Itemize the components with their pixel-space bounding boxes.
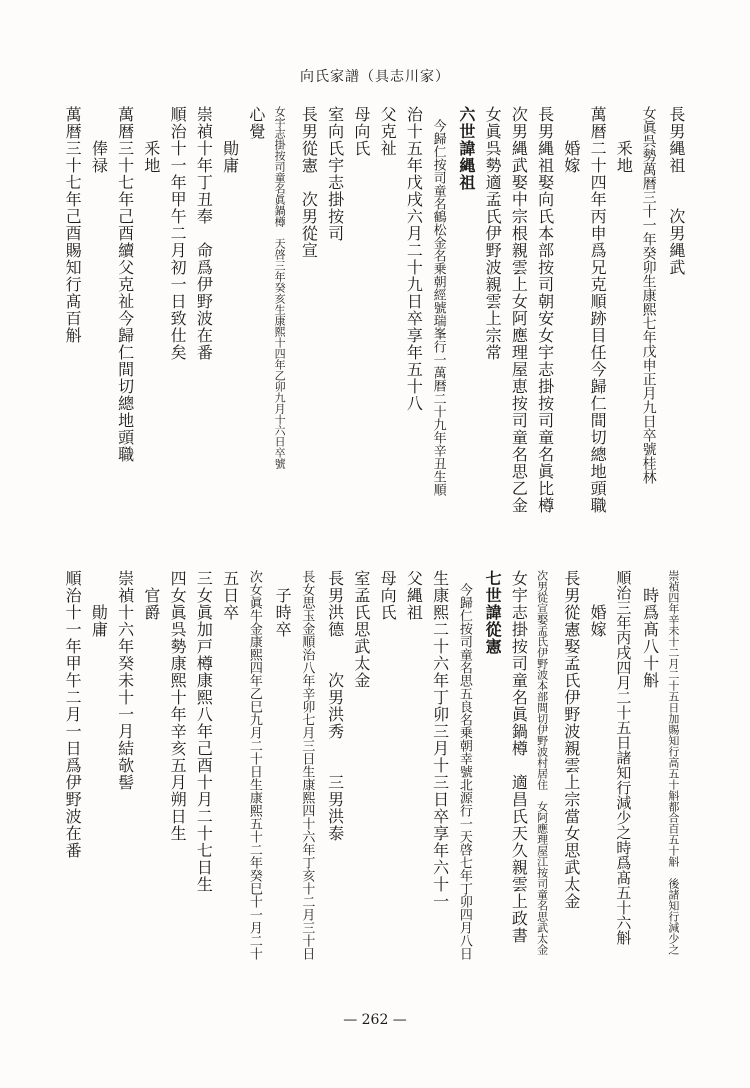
upper-column-15: 女宇志掛按司童名眞鍋樽 天啓三年癸亥生康熙十四年乙卯九月十六日卒號 bbox=[273, 106, 287, 469]
upper-column-13: 室向氏宇志掛按司 bbox=[325, 106, 345, 242]
upper-column-21: 萬暦三十七年己酉續父克祉今歸仁間切總地頭職 bbox=[115, 106, 135, 463]
upper-column-2: 釆地 bbox=[614, 106, 634, 174]
lower-column-14: 長女思玉金順治八年辛卯七月三日生康熙四十六年丁亥十二月三十日 bbox=[299, 570, 315, 960]
lower-column-21: 崇禎十六年癸未十一月結欹髻 bbox=[115, 570, 135, 791]
lower-column-16: 次女眞牛金康熙四年乙巳九月二十日生康熙五十二年癸巳十一月二十 bbox=[246, 570, 262, 960]
lower-column-15: 子時卒 bbox=[273, 570, 293, 638]
lower-column-23: 順治十一年甲午二月一日爲伊野波在番 bbox=[63, 570, 83, 859]
lower-column-8: 今歸仁按司童名思五良名乗朝幸號北源行一天啓七年丁卯四月八日 bbox=[456, 570, 472, 960]
page-header: 向氏家譜（具志川家） bbox=[300, 69, 450, 85]
upper-column-4: 婚嫁 bbox=[561, 106, 581, 174]
lower-column-22: 勛庸 bbox=[89, 570, 109, 638]
upper-column-11: 父克祉 bbox=[378, 106, 398, 157]
upper-column-7: 女眞呉勢適孟氏伊野波親雲上宗常 bbox=[483, 106, 503, 361]
upper-text-block bbox=[60, 106, 690, 526]
lower-column-1: 時爲髙八十斛 bbox=[640, 570, 660, 689]
upper-column-9: 今歸仁按司童名鶴松金名乗朝經號瑞峯行一萬暦二十九年辛丑生順 bbox=[430, 106, 446, 496]
lower-text-block bbox=[60, 570, 690, 990]
upper-column-16: 心覺 bbox=[246, 106, 266, 140]
lower-column-3: 婚嫁 bbox=[588, 570, 608, 638]
lower-column-18: 三女眞加戸樽康熙八年己酉十月二十七日生 bbox=[194, 570, 214, 893]
lower-column-12: 室孟氏思武太金 bbox=[351, 570, 371, 689]
lower-column-13: 長男洪德 次男洪秀 三男洪泰 bbox=[325, 570, 345, 842]
lower-column-7: 七世諱從憲 bbox=[483, 570, 503, 655]
upper-column-20: 釆地 bbox=[141, 106, 161, 174]
lower-column-20: 官爵 bbox=[141, 570, 161, 621]
upper-column-6: 次男縄武娶中宗根親雲上女阿應理屋恵按司童名思乙金 bbox=[509, 106, 529, 514]
upper-column-18: 崇禎十年丁丑奉 命爲伊野波在番 bbox=[194, 106, 214, 361]
lower-column-5: 次男從宣娶孟氏伊野波本部間切伊野波村居住 女阿應理屋江按司童名思武太金 bbox=[535, 570, 549, 955]
upper-column-3: 萬暦二十四年丙申爲兄克順跡目任今歸仁間切總地頭職 bbox=[588, 106, 608, 514]
lower-column-17: 五日卒 bbox=[220, 570, 240, 621]
lower-column-11: 母向氏 bbox=[378, 570, 398, 621]
lower-column-4: 長男從憲娶孟氏伊野波親雲上宗當女思武太金 bbox=[561, 570, 581, 910]
upper-column-23: 萬暦三十七年己酉賜知行髙百斛 bbox=[63, 106, 83, 344]
upper-column-14: 長男從憲 次男從宣 bbox=[299, 106, 319, 259]
page-number: — 262 — bbox=[343, 1012, 407, 1028]
lower-column-9: 生康熙二十六年丁卯三月十三日卒享年六十一 bbox=[430, 570, 450, 910]
upper-column-22: 俸禄 bbox=[89, 106, 109, 174]
lower-column-2: 順治三年丙戌四月二十五日諸知行減少之時爲髙五十六斛 bbox=[614, 570, 633, 945]
upper-column-17: 勛庸 bbox=[220, 106, 240, 174]
upper-column-19: 順治十一年甲午二月初一日致仕矣 bbox=[168, 106, 188, 361]
upper-column-1: 女眞呉勢萬暦三十一年癸卯生康熙七年戊申正月九日卒號桂林 bbox=[640, 106, 657, 484]
lower-column-6: 女宇志掛按司童名眞鍋樽 適昌氏天久親雲上政書 bbox=[509, 570, 529, 944]
upper-column-8: 六世諱縄祖 bbox=[456, 106, 476, 191]
upper-column-12: 母向氏 bbox=[351, 106, 371, 157]
upper-column-5: 長男縄祖娶向氏本部按司朝安女宇志掛按司童名眞比樽 bbox=[535, 106, 555, 514]
upper-column-0: 長男縄祖 次男縄武 bbox=[666, 106, 686, 276]
upper-column-10: 治十五年戊戌六月二十九日卒享年五十八 bbox=[404, 106, 424, 412]
lower-column-10: 父縄祖 bbox=[404, 570, 424, 621]
lower-column-19: 四女眞呉勢康熙十年辛亥五月朔日生 bbox=[168, 570, 188, 842]
lower-column-0: 崇禎四年辛未十二月二十五日加賜知行高五十斛都合百五十斛 後諸知行減少之 bbox=[666, 570, 680, 955]
